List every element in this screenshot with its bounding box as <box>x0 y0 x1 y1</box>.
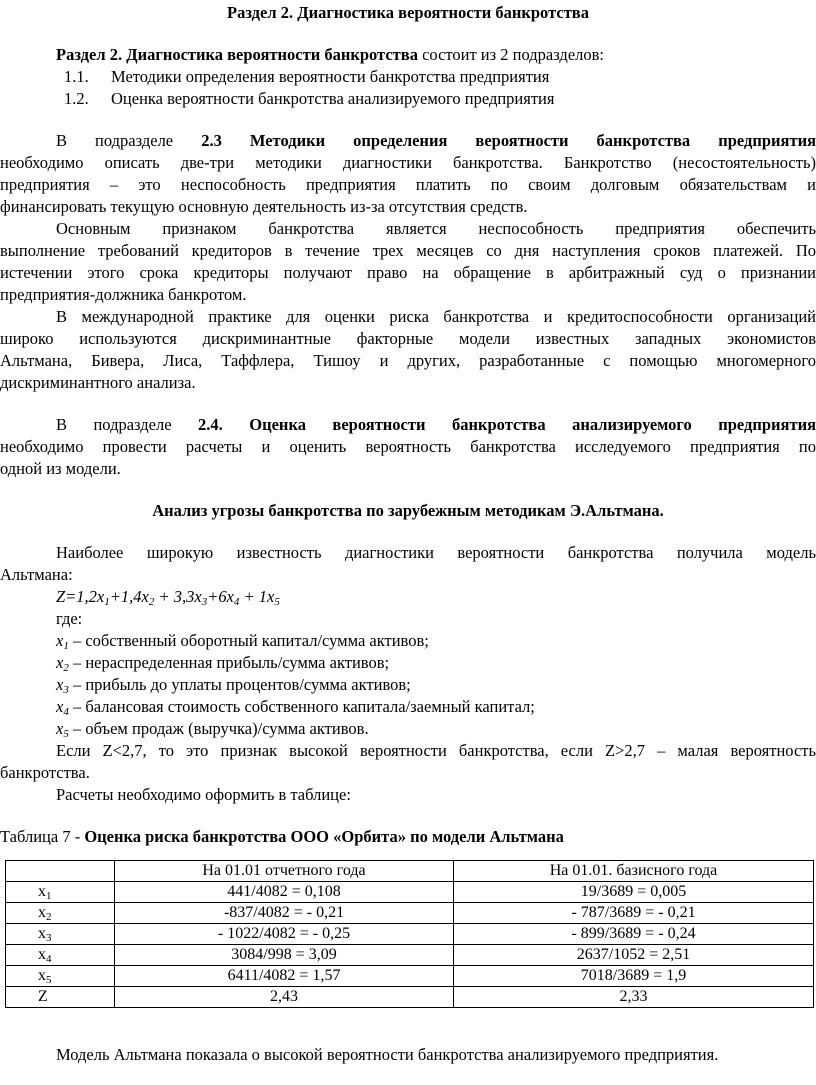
formula-sub: 3 <box>201 596 208 608</box>
def-var: x <box>56 675 64 694</box>
p1-lead: В подразделе <box>56 131 174 150</box>
table-row <box>6 924 814 945</box>
paragraph-1-line-2: необходимо описать две-три методики диагностики банкротства. Банкротство (несостоятельность) <box>0 153 816 172</box>
paragraph-5-line-2: Альтмана: <box>0 565 73 584</box>
formula-part: +1,4x <box>109 587 149 606</box>
definition-item <box>0 652 816 674</box>
table-cell: 6411/4082 = 1,57 <box>115 966 454 987</box>
paragraph-2-line-4: предприятия-должника банкротом. <box>0 285 247 304</box>
paragraph-4-line-3: одной из модели. <box>0 459 121 478</box>
paragraph-1-line-1 <box>0 130 816 152</box>
table-header-row <box>6 861 814 882</box>
table-cell: - 899/3689 = - 0,24 <box>454 924 814 945</box>
def-var: x <box>56 631 64 650</box>
paragraph-5-line-1: Наиболее широкую известность диагностики вероятности банкротства получила модель <box>56 543 816 562</box>
row-label <box>6 987 115 1008</box>
row-label-sub: 5 <box>46 974 52 986</box>
table-cell: -837/4082 = - 0,21 <box>115 903 454 924</box>
caption-bold: Оценка риска банкротства ООО «Орбита» по модели Альтмана <box>84 827 564 846</box>
table-cell: 3084/998 = 3,09 <box>115 945 454 966</box>
header-cell: На 01.01 отчетного года <box>115 861 454 882</box>
table-cell: 19/3689 = 0,005 <box>454 882 814 903</box>
table-row <box>6 945 814 966</box>
header-cell <box>6 861 115 882</box>
row-label-var: x <box>38 946 46 963</box>
paragraph-3-line-1: В международной практике для оценки риска банкротства и кредитоспособности организаций <box>56 307 816 326</box>
def-text: – нераспределенная прибыль/сумма активов; <box>68 653 390 672</box>
row-label <box>6 924 115 945</box>
intro-line <box>0 44 816 66</box>
paragraph-6-line-1: Если Z<2,7, то это признак высокой вероятности банкротства, если Z>2,7 – малая вероятность <box>56 741 816 760</box>
row-label-var: x <box>38 925 46 942</box>
table-cell: 2,33 <box>454 987 814 1008</box>
def-var: x <box>56 653 64 672</box>
paragraph-6-line-2: банкротства. <box>0 763 90 782</box>
def-sub: 4 <box>63 706 69 718</box>
def-sub: 3 <box>63 684 69 696</box>
row-label-sub: 3 <box>46 932 52 944</box>
table-cell: - 1022/4082 = - 0,25 <box>115 924 454 945</box>
p4-bold: 2.4. Оценка вероятности банкротства анализируемого предприятия <box>198 415 816 434</box>
subsection-text: Методики определения вероятности банкротства предприятия <box>111 67 550 86</box>
def-text: – объем продаж (выручка)/сумма активов. <box>68 719 369 738</box>
def-sub: 2 <box>63 662 69 674</box>
row-label-var: x <box>38 904 46 921</box>
formula-part: Z=1,2x <box>56 587 105 606</box>
def-text: – прибыль до уплаты процентов/сумма активов; <box>68 675 411 694</box>
row-label <box>6 966 115 987</box>
table-cell: 7018/3689 = 1,9 <box>454 966 814 987</box>
paragraph-4-line-2: необходимо провести расчеты и оценить вероятность банкротства исследуемого предприятия по <box>0 437 816 456</box>
row-label <box>6 903 115 924</box>
formula-sub: 5 <box>274 596 280 608</box>
conclusion: Модель Альтмана показала о высокой вероятности банкротства анализируемого предприятия. <box>56 1045 719 1064</box>
formula-sub: 1 <box>104 596 110 608</box>
formula-part: +6x <box>207 587 234 606</box>
subsection-num: 1.2. <box>64 89 89 108</box>
row-label-sub: 1 <box>46 890 52 902</box>
table-caption <box>0 826 816 848</box>
paragraph-3-line-2: широко используются дискриминантные факторные модели известных западных экономистов <box>0 329 816 348</box>
definition-item <box>0 696 816 718</box>
table-cell: - 787/3689 = - 0,21 <box>454 903 814 924</box>
paragraph-1-line-4: финансировать текущую основную деятельность из-за отсутствия средств. <box>0 197 528 216</box>
subsection-num: 1.1. <box>64 67 89 86</box>
table-cell: 2637/1052 = 2,51 <box>454 945 814 966</box>
page-title: Раздел 2. Диагностика вероятности банкротства <box>227 3 589 22</box>
table-row <box>6 966 814 987</box>
table-row <box>6 987 814 1008</box>
p4-lead: В подразделе <box>56 415 172 434</box>
table-row <box>6 903 814 924</box>
paragraph-2-line-1: Основным признаком банкротства является неспособность предприятия обеспечить <box>56 219 816 238</box>
def-text: – собственный оборотный капитал/сумма активов; <box>68 631 429 650</box>
paragraph-2-line-2: выполнение требований кредиторов в течение трех месяцев со дня наступления сроков платежей. По <box>0 241 816 260</box>
def-sub: 5 <box>63 728 69 740</box>
paragraph-3-line-3: Альтмана, Бивера, Лиса, Таффлера, Тишоу и других, разработанные с помощью многомерного <box>0 351 816 370</box>
def-sub: 1 <box>63 640 69 652</box>
row-label-sub: 2 <box>46 911 52 923</box>
altman-table <box>5 860 814 1008</box>
row-label <box>6 882 115 903</box>
definition-item <box>0 718 816 740</box>
definition-item <box>0 674 816 696</box>
subsection-item <box>64 66 816 88</box>
row-label-var: x <box>38 883 46 900</box>
paragraph-4-line-1 <box>0 414 816 436</box>
subsection-item <box>64 88 816 110</box>
section-heading: Анализ угрозы банкротства по зарубежным методикам Э.Альтмана. <box>152 501 664 520</box>
formula-sub: 4 <box>233 596 240 608</box>
formula-part: + 3,3x <box>154 587 202 606</box>
def-text: – балансовая стоимость собственного капитала/заемный капитал; <box>68 697 535 716</box>
row-label-sub: 4 <box>46 953 52 965</box>
table-cell: 441/4082 = 0,108 <box>115 882 454 903</box>
paragraph-7: Расчеты необходимо оформить в таблице: <box>56 785 351 804</box>
p1-bold: 2.3 Методики определения вероятности банкротства предприятия <box>201 131 816 150</box>
formula-part: + 1x <box>239 587 275 606</box>
subsection-text: Оценка вероятности банкротства анализируемого предприятия <box>111 89 555 108</box>
row-label-var: x <box>38 967 46 984</box>
row-label <box>6 945 115 966</box>
paragraph-3-line-4: дискриминантного анализа. <box>0 373 196 392</box>
altman-formula <box>0 586 816 608</box>
intro-rest: состоит из 2 подразделов: <box>417 45 605 64</box>
table-cell: 2,43 <box>115 987 454 1008</box>
paragraph-1-line-3: предприятия – это неспособность предприятия платить по своим долговым обязательствам и <box>0 175 816 194</box>
header-cell: На 01.01. базисного года <box>454 861 814 882</box>
row-label-var: Z <box>38 988 48 1005</box>
where-label: где: <box>56 609 83 628</box>
def-var: x <box>56 697 64 716</box>
definition-item <box>0 630 816 652</box>
table-row <box>6 882 814 903</box>
intro-bold: Раздел 2. Диагностика вероятности банкротства <box>56 45 418 64</box>
formula-sub: 2 <box>148 596 155 608</box>
caption-prefix: Таблица 7 - <box>0 827 85 846</box>
paragraph-2-line-3: истечении этого срока кредиторы получают право на обращение в арбитражный суд о признании <box>0 263 816 282</box>
def-var: x <box>56 719 64 738</box>
